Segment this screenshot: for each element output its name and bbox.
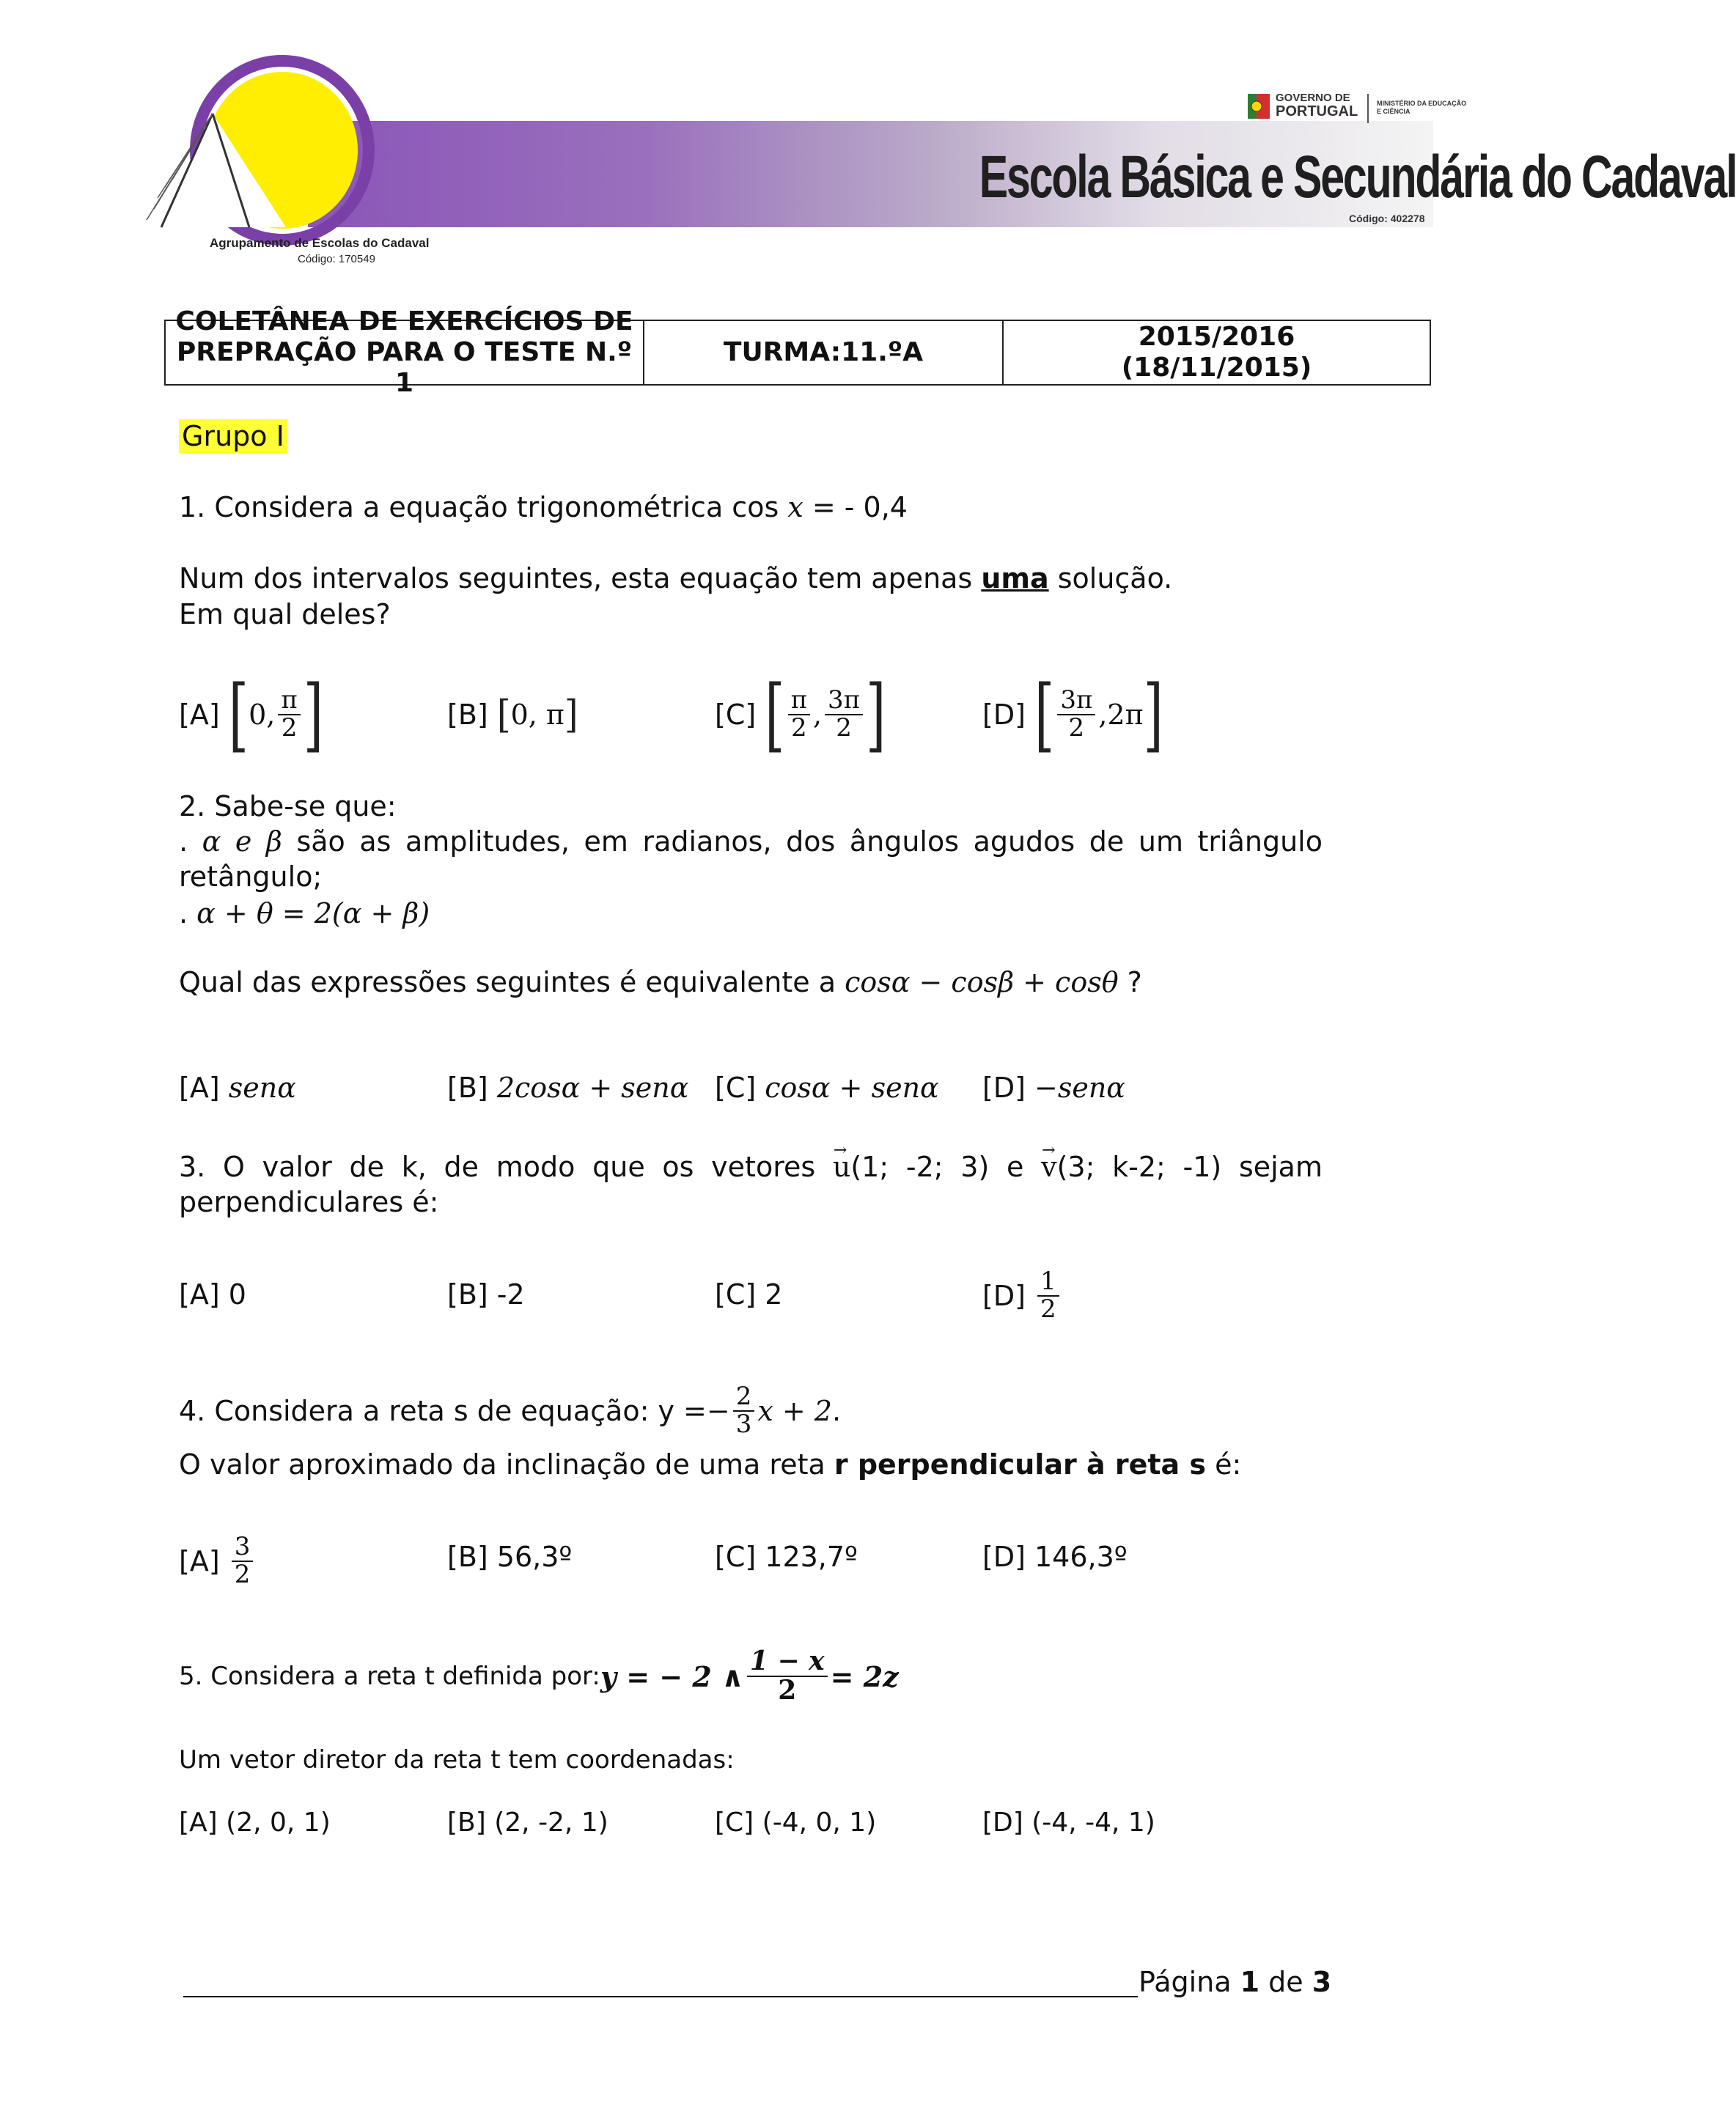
q3-option-c: [C] 2 — [715, 1278, 783, 1311]
q3-option-d: [D] $\frac{1}{2}$ — [982, 1259, 1062, 1333]
q1-line2: Num dos intervalos seguintes, esta equação tem apenas uma solução. — [179, 562, 1173, 594]
ministry-text: MINISTÉRIO DA EDUCAÇÃO E CIÊNCIA — [1377, 100, 1467, 115]
q4-line2: O valor aproximado da inclinação de uma reta r perpendicular à reta s é: — [179, 1448, 1242, 1481]
q3-stem: 3. O valor de k, de modo que os vetores → u(1; -2; 3) e → v(3; k-2; -1) sejam perpendiculares é: — [179, 1149, 1323, 1220]
q2-option-b: [B] 2cosα + senα — [447, 1072, 689, 1104]
q2-question: Qual das expressões seguintes é equivalente a cosα − cosβ + cosθ ? — [179, 966, 1142, 998]
q1-line3: Em qual deles? — [179, 598, 391, 630]
class-cell: TURMA:11.ºA — [644, 321, 1004, 384]
q5-option-a: [A] (2, 0, 1) — [179, 1808, 331, 1838]
gov-divider — [1367, 94, 1369, 123]
q1-option-b: [B] [ 0, π ] — [447, 692, 578, 737]
group-label: Grupo I — [179, 419, 287, 453]
q1-option-d: [D] [ $\frac{3\pi}{2}$ ,2π ] — [982, 668, 1163, 762]
q3-option-b: [B] -2 — [447, 1278, 525, 1311]
school-logo — [147, 62, 389, 246]
q4-stem: 4. Considera a reta s de equação: y = − $\frac{2}{3}$ x + 2 . — [179, 1382, 842, 1439]
q4-option-a: [A] $\frac{3}{2}$ — [179, 1521, 256, 1602]
q1-option-a: [A] [ 0, $\frac{\pi}{2}$ ] — [179, 668, 323, 762]
portugal-flag-icon — [1248, 94, 1270, 119]
q4-option-b: [B] 56,3º — [447, 1541, 573, 1573]
title-cell: COLETÂNEA DE EXERCÍCIOS DE PREPRAÇÃO PARA O TESTE N.º 1 — [166, 321, 644, 384]
q4-option-d: [D] 146,3º — [982, 1541, 1128, 1573]
q2-option-d: [D] −senα — [982, 1072, 1125, 1104]
q4-option-c: [C] 123,7º — [715, 1541, 858, 1573]
footer-line — [183, 1996, 1138, 1997]
group-code: Código: 170549 — [298, 253, 375, 265]
vector-u: → u — [833, 1149, 850, 1185]
q1-stem: 1. Considera a equação trigonométrica cos x = - 0,4 — [179, 491, 908, 523]
q2-intro: 2. Sabe-se que: — [179, 790, 397, 822]
school-name: Escola Básica e Secundária do Cadaval — [979, 144, 1736, 210]
q5-option-d: [D] (-4, -4, 1) — [982, 1808, 1155, 1838]
q2-option-c: [C] cosα + senα — [715, 1072, 939, 1104]
q3-option-a: [A] 0 — [179, 1278, 246, 1311]
vector-v: → v — [1041, 1149, 1056, 1185]
school-code: Código: 402278 — [1349, 213, 1425, 224]
date-cell: 2015/2016 (18/11/2015) — [1121, 322, 1312, 383]
group-name: Agrupamento de Escolas do Cadaval — [210, 236, 430, 250]
q1-option-c: [C] [ $\frac{\pi}{2}$ , $\frac{3\pi}{2}$ ] — [715, 668, 886, 762]
gov-text: GOVERNO DE PORTUGAL — [1276, 92, 1358, 119]
q5-line2: Um vetor diretor da reta t tem coordenadas: — [179, 1745, 735, 1775]
q5-stem: 5. Considera a reta t definida por: y = − 2 ∧ $\frac{1 - x}{2}$ = 2z — [179, 1646, 899, 1706]
q2-bullet-1: . α e β são as amplitudes, em radianos, dos ângulos agudos de um triângulo retângulo; — [179, 825, 1323, 893]
page-number: Página 1 de 3 — [1139, 1966, 1332, 1998]
q2-option-a: [A] senα — [179, 1072, 296, 1104]
q5-option-c: [C] (-4, 0, 1) — [715, 1808, 877, 1838]
q2-bullet-2: . α + θ = 2(α + β) — [179, 897, 430, 929]
title-table — [164, 306, 1431, 398]
q5-option-b: [B] (2, -2, 1) — [447, 1808, 608, 1838]
